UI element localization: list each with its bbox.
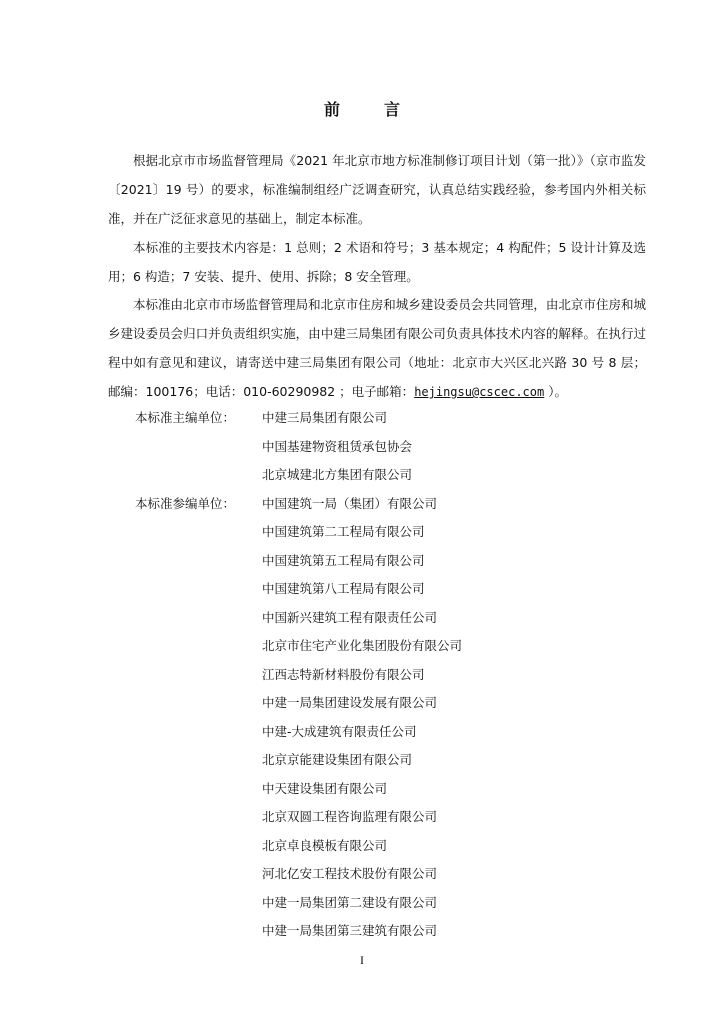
chief-unit: 中建三局集团有限公司 — [262, 410, 388, 425]
participant-unit: 北京双圆工程咨询监理有限公司 — [262, 809, 438, 824]
participant-unit: 北京卓良模板有限公司 — [262, 838, 388, 853]
paragraph-basis: 根据北京市市场监督管理局《2021 年北京市地方标准制修订项目计划（第一批）》（京市监发〔2021〕19 号）的要求，标准编制组经广泛调查研究，认真总结实践经验，参考国内外相关标准，并在广泛征求意见的基础上，制定本标准。 — [108, 153, 646, 226]
chief-units-label: 本标准主编单位： — [135, 410, 236, 425]
participant-unit: 江西志特新材料股份有限公司 — [262, 667, 425, 682]
participant-unit: 河北亿安工程技术股份有限公司 — [262, 866, 438, 881]
participant-units-label: 本标准参编单位： — [135, 496, 236, 511]
chief-unit: 中国基建物资租赁承包协会 — [262, 439, 413, 454]
participant-unit: 中建一局集团建设发展有限公司 — [262, 695, 438, 710]
paragraph-contents: 本标准的主要技术内容是：1 总则；2 术语和符号；3 基本规定；4 构配件；5 设计计算及选用；6 构造；7 安装、提升、使用、拆除；8 安全管理。 — [108, 240, 646, 284]
participant-unit: 中建-大成建筑有限责任公司 — [262, 724, 417, 739]
participant-unit: 中天建设集团有限公司 — [262, 781, 388, 796]
email-suffix: ）。 — [544, 384, 567, 399]
email-link[interactable]: hejingsu@cscec.com — [414, 385, 545, 399]
participant-unit: 中国建筑第八工程局有限公司 — [262, 581, 425, 596]
chief-unit: 北京城建北方集团有限公司 — [262, 467, 413, 482]
management-text: 本标准由北京市市场监督管理局和北京市住房和城乡建设委员会共同管理，由北京市住房和城乡建设委员会归口并负责组织实施，由中建三局集团有限公司负责具体技术内容的解释。在执行过程中如有意见和建议，请寄送中建三局集团有限公司（地址：北京市大兴区北兴路 30 号 8 层；邮编：100176；电话：010-60290982 ；电子邮箱： — [108, 297, 646, 399]
participant-unit: 中国新兴建筑工程有限责任公司 — [262, 610, 438, 625]
page-number: I — [360, 953, 364, 967]
participant-unit: 中国建筑一局（集团）有限公司 — [262, 496, 438, 511]
participant-unit: 中建一局集团第二建设有限公司 — [262, 895, 438, 910]
participant-unit: 中国建筑第二工程局有限公司 — [262, 524, 425, 539]
participant-unit: 中国建筑第五工程局有限公司 — [262, 553, 425, 568]
participant-unit: 北京京能建设集团有限公司 — [262, 752, 413, 767]
participant-unit: 北京市住宅产业化集团股份有限公司 — [262, 638, 463, 653]
page-title: 前 言 — [323, 100, 414, 119]
participant-unit: 中建一局集团第三建筑有限公司 — [262, 923, 438, 938]
paragraph-management — [108, 290, 646, 407]
